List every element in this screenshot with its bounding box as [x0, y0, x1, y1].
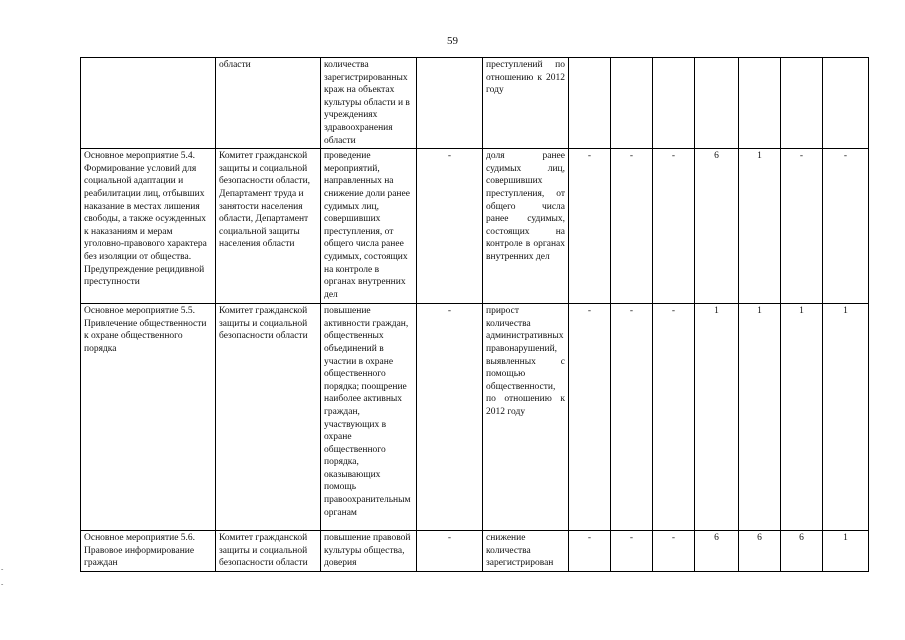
indicator-cell: преступлений по отношению к 2012 году — [483, 58, 569, 149]
executor-cell: Комитет гражданской защиты и социальной безопасности области — [216, 531, 321, 572]
value-cell: 1 — [739, 304, 781, 531]
activity-cell: повышение правовой культуры общества, доверия — [321, 531, 417, 572]
value-cell: - — [569, 531, 611, 572]
value-cell: 1 — [695, 304, 739, 531]
budget-cell: - — [417, 304, 483, 531]
value-cell: - — [569, 149, 611, 304]
value-cell: - — [781, 149, 823, 304]
value-cell: 1 — [823, 304, 869, 531]
value-cell: 6 — [739, 531, 781, 572]
page-number: 59 — [447, 35, 458, 47]
value-cell: - — [653, 531, 695, 572]
activity-cell: количества зарегистрированных краж на объектах культуры области и в учреждениях здравоохранения области — [321, 58, 417, 149]
executor-cell: области — [216, 58, 321, 149]
value-cell: - — [653, 149, 695, 304]
value-cell — [695, 58, 739, 149]
value-cell: 6 — [695, 531, 739, 572]
table-row — [81, 304, 869, 531]
value-cell — [569, 58, 611, 149]
table-row — [81, 58, 869, 149]
value-cell — [739, 58, 781, 149]
measure-cell: Основное мероприятие 5.5. Привлечение общественности к охране общественного порядка — [81, 304, 216, 531]
executor-cell: Комитет гражданской защиты и социальной безопасности области, Департамент труда и занятости населения области, Департамент социальной защиты населения области — [216, 149, 321, 304]
value-cell: 6 — [781, 531, 823, 572]
value-cell — [653, 58, 695, 149]
program-measures-table — [80, 57, 869, 572]
table-row — [81, 149, 869, 304]
value-cell — [823, 58, 869, 149]
value-cell: 1 — [781, 304, 823, 531]
value-cell: 6 — [695, 149, 739, 304]
budget-cell: - — [417, 531, 483, 572]
measure-cell: Основное мероприятие 5.4. Формирование условий для социальной адаптации и реабилитации лиц, отбывших наказание в местах лишения свободы, а также осужденных к наказаниям и мерам уголовно-правового характера без изоляции от общества. Предупреждение рецидивной преступности — [81, 149, 216, 304]
value-cell: - — [569, 304, 611, 531]
activity-cell: повышение активности граждан, общественных объединений в участии в охране общественного порядка; поощрение наиболее активных граждан, участвующих в охране общественного порядка, оказывающих помощь правоохранительным органам — [321, 304, 417, 531]
value-cell: 1 — [823, 531, 869, 572]
budget-cell — [417, 58, 483, 149]
indicator-cell: доля ранее судимых лиц, совершивших преступления, от общего числа ранее судимых, состоящих на контроле в органах внутренних дел — [483, 149, 569, 304]
executor-cell: Комитет гражданской защиты и социальной безопасности области — [216, 304, 321, 531]
table-row — [81, 531, 869, 572]
margin-mark: - — [1, 580, 4, 588]
value-cell: - — [823, 149, 869, 304]
indicator-cell: снижение количества зарегистрирован — [483, 531, 569, 572]
measure-cell — [81, 58, 216, 149]
budget-cell: - — [417, 149, 483, 304]
value-cell: - — [653, 304, 695, 531]
value-cell: - — [611, 304, 653, 531]
activity-cell: проведение мероприятий, направленных на снижение доли ранее судимых лиц, совершивших преступления, от общего числа ранее судимых, состоящих на контроле в органах внутренних дел — [321, 149, 417, 304]
value-cell — [611, 58, 653, 149]
value-cell: 1 — [739, 149, 781, 304]
value-cell: - — [611, 531, 653, 572]
value-cell — [781, 58, 823, 149]
measure-cell: Основное мероприятие 5.6. Правовое информирование граждан — [81, 531, 216, 572]
margin-mark: - — [1, 565, 4, 573]
indicator-cell: прирост количества административных правонарушений, выявленных с помощью общественности, по отношению к 2012 году — [483, 304, 569, 531]
value-cell: - — [611, 149, 653, 304]
